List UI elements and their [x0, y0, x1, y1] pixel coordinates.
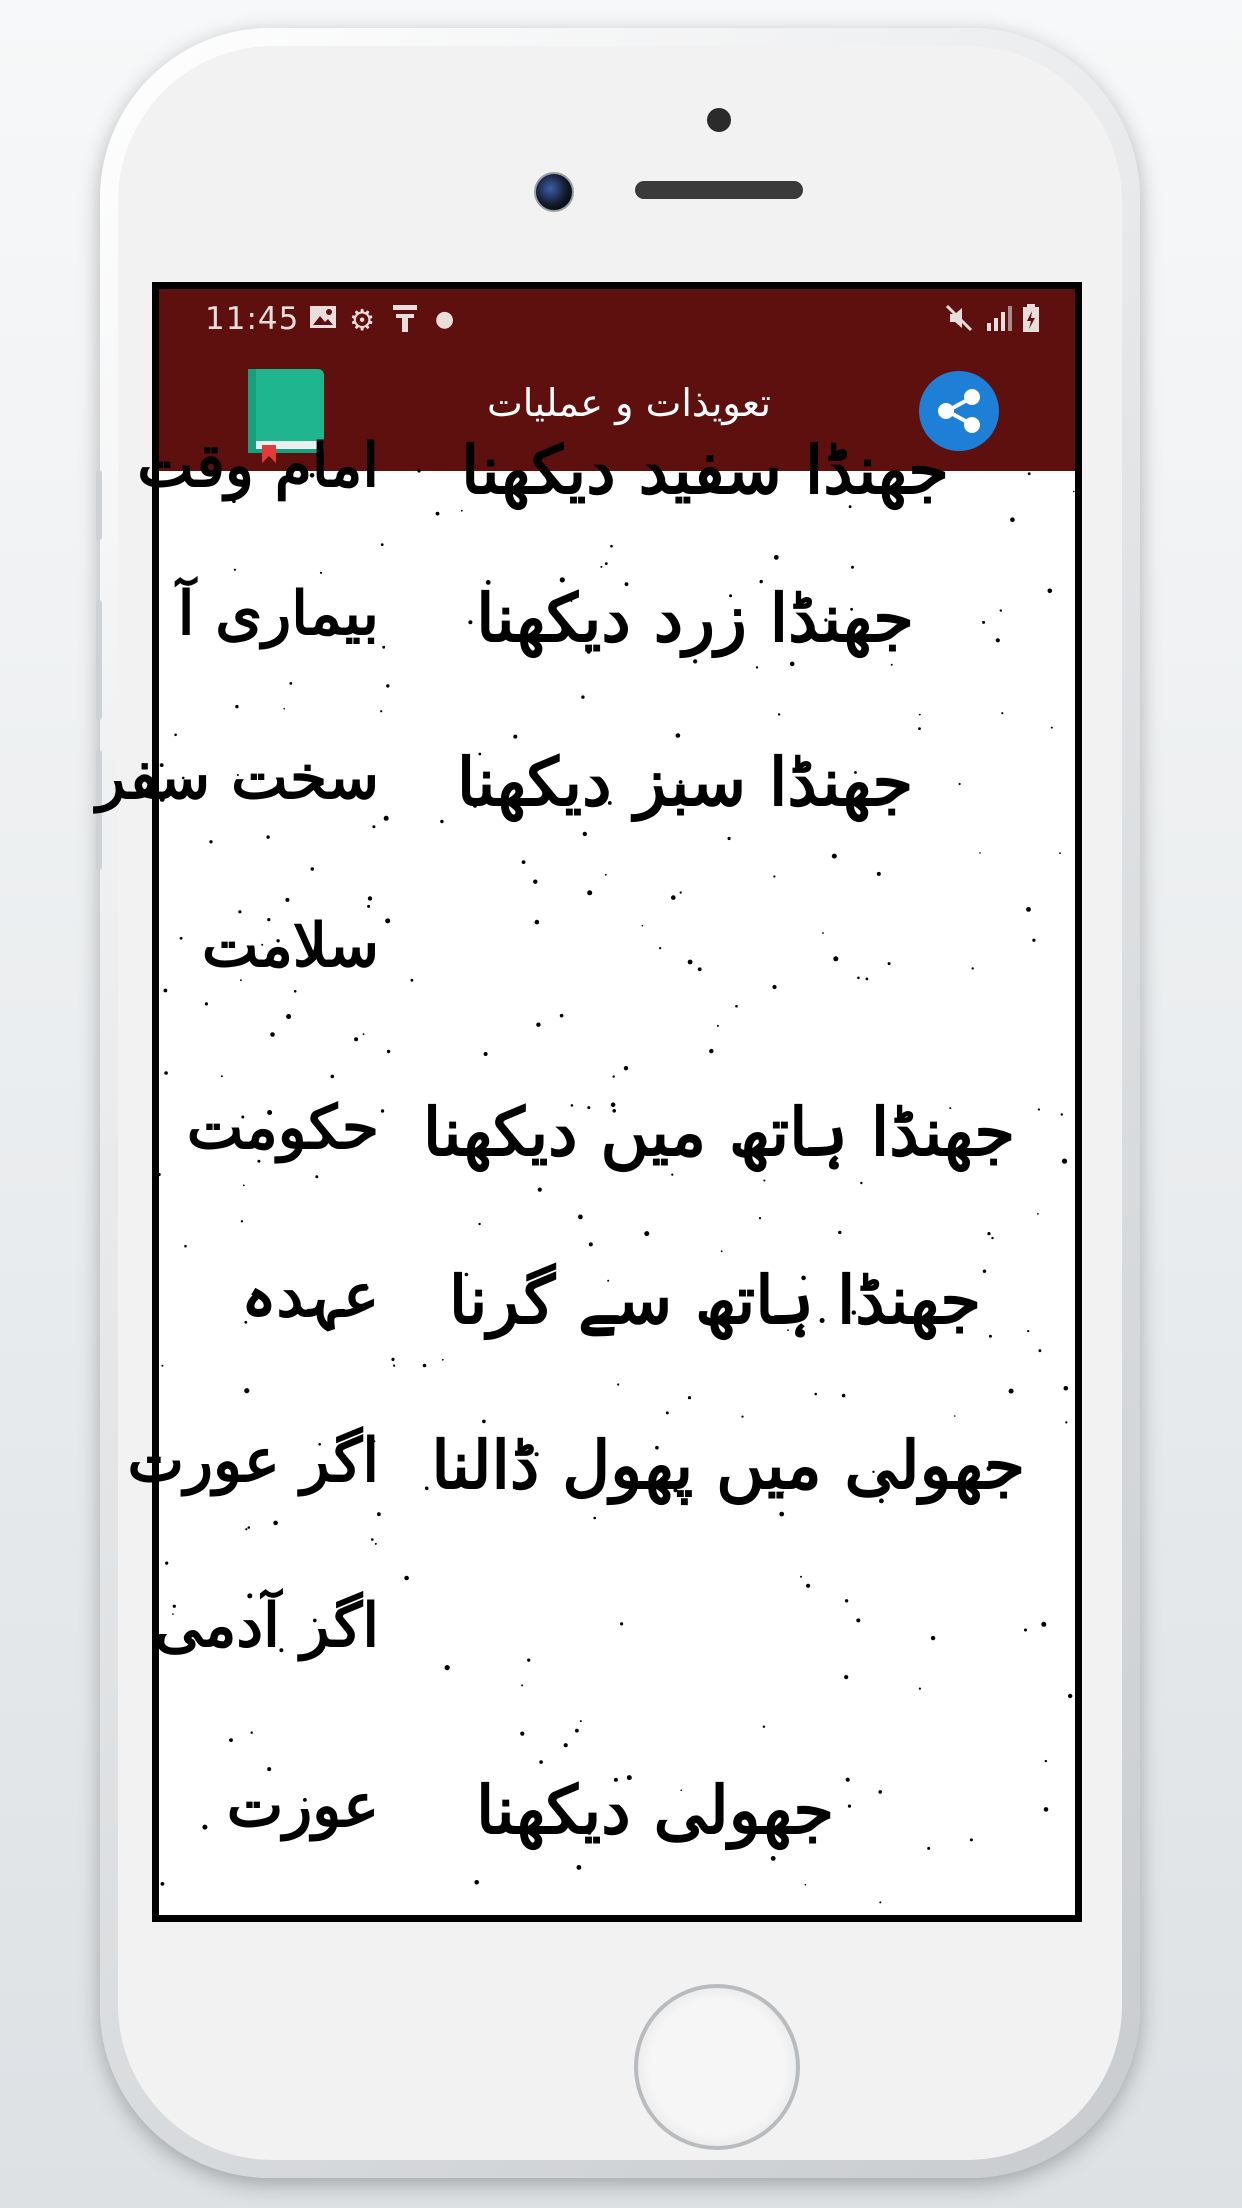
speckle — [320, 572, 322, 574]
speckle — [520, 1732, 524, 1736]
speckle — [610, 545, 613, 548]
speckle — [717, 1025, 719, 1027]
speckle — [235, 705, 238, 708]
row-side-text: اگر عورت — [127, 1426, 379, 1496]
speckle — [513, 735, 517, 739]
speckle — [367, 905, 370, 908]
row-side-text: امام وقت — [137, 431, 379, 501]
speckle — [387, 1050, 390, 1053]
proximity-sensor — [707, 108, 731, 132]
mute-icon — [944, 303, 974, 340]
speckle — [1051, 727, 1053, 729]
speckle — [536, 1023, 540, 1027]
speckle — [478, 1223, 480, 1225]
speckle — [676, 733, 681, 738]
row-main-text: جھنڈا ہاتھ میں دیکھنا — [422, 1093, 1015, 1171]
speckle — [539, 1760, 543, 1764]
signal-icon — [984, 303, 1014, 340]
speckle — [578, 1215, 583, 1220]
speckle — [877, 872, 881, 876]
speckle — [1065, 1421, 1067, 1423]
speckle — [229, 1738, 233, 1742]
speckle — [161, 1365, 163, 1367]
speckle — [741, 1416, 743, 1418]
speckle — [381, 543, 384, 546]
list-item — [127, 1426, 1075, 1526]
speckle — [851, 566, 854, 569]
speckle — [174, 734, 177, 737]
row-side-text: عہدہ — [241, 1261, 379, 1331]
speckle — [644, 1231, 649, 1236]
row-side-text: سخت سفر — [96, 743, 379, 813]
speckle — [605, 562, 608, 565]
speckle — [1045, 1760, 1047, 1762]
speckle — [161, 1882, 165, 1886]
speckle — [1068, 1694, 1072, 1698]
speckle — [241, 1220, 243, 1222]
speckle — [285, 898, 289, 902]
speckle — [404, 1576, 409, 1581]
speckle — [363, 1033, 365, 1035]
speckle — [814, 1393, 817, 1396]
row-main-text: جھولی دیکھنا — [475, 1771, 835, 1849]
speckle — [600, 566, 602, 568]
speckle — [368, 896, 372, 900]
speckle — [879, 1901, 881, 1903]
notification-icon — [391, 303, 419, 340]
speckle — [666, 1411, 669, 1414]
list-item — [159, 1093, 1075, 1193]
list-item — [159, 1261, 1075, 1361]
speckle — [423, 1364, 427, 1368]
mute-switch — [96, 470, 102, 540]
speckle — [763, 1726, 765, 1728]
speckle — [832, 854, 837, 859]
row-main-text: جھنڈا سبز دیکھنا — [456, 743, 914, 821]
speckle — [286, 1014, 291, 1019]
speckle — [919, 714, 921, 716]
home-button[interactable] — [634, 1984, 800, 2150]
speckle — [991, 1237, 993, 1239]
earpiece-speaker — [635, 181, 803, 199]
speckle — [248, 1526, 251, 1529]
row-main-text: جھولی میں پھول ڈالنا — [431, 1426, 1025, 1504]
status-time: 11:45 — [205, 301, 300, 337]
speckle — [371, 1538, 374, 1541]
list-item — [137, 431, 1075, 531]
battery-icon — [1021, 303, 1041, 340]
speckle — [624, 1066, 628, 1070]
speckle — [234, 569, 236, 571]
speckle — [482, 1420, 486, 1424]
list-item — [159, 579, 1075, 679]
speckle — [759, 1217, 761, 1219]
row-side-text: بیماری آ — [177, 579, 379, 649]
speckle — [617, 1383, 619, 1385]
list-item — [154, 1591, 1075, 1691]
speckle — [800, 1576, 802, 1578]
row-main-text: جھنڈا سفید دیکھنا — [461, 431, 949, 509]
speckle — [774, 555, 779, 560]
image-icon — [309, 303, 337, 337]
speckle — [773, 875, 775, 877]
speckle — [589, 1242, 593, 1246]
speckle — [380, 710, 382, 712]
speckle — [522, 860, 526, 864]
speckle — [393, 1365, 395, 1367]
speckle — [184, 1245, 187, 1248]
speckle — [580, 1720, 582, 1722]
volume-up-button — [96, 600, 102, 720]
speckle — [805, 1884, 807, 1886]
row-side-text: سلامت — [201, 911, 379, 981]
speckle — [283, 708, 285, 710]
speckle — [838, 1231, 841, 1234]
speckle — [842, 1394, 846, 1398]
speckle — [979, 852, 981, 854]
speckle — [806, 1584, 810, 1588]
speckle — [954, 1415, 956, 1417]
speckle — [221, 1075, 223, 1077]
row-side-text: عورت — [226, 1771, 379, 1841]
speckle — [251, 1732, 253, 1734]
speckle — [918, 727, 921, 730]
speckle — [164, 1071, 168, 1075]
speckle — [165, 1562, 168, 1565]
front-camera — [534, 172, 574, 212]
speckle — [375, 1543, 377, 1545]
speckle — [688, 1396, 691, 1399]
speckle — [244, 1388, 249, 1393]
list-item — [96, 743, 1075, 843]
speckle — [474, 1880, 479, 1885]
row-side-text: حکومت — [186, 1093, 379, 1163]
speckle — [1001, 712, 1003, 714]
speckle — [581, 695, 584, 698]
speckle — [484, 1052, 488, 1056]
app-title: تعویذات و عملیات — [487, 381, 771, 425]
speckle — [1037, 1213, 1039, 1215]
speckle — [533, 880, 537, 884]
gear-icon: ⚙ — [349, 303, 375, 337]
speckle — [721, 1250, 723, 1252]
speckle — [1064, 1386, 1069, 1391]
scanned-page[interactable] — [96, 431, 1075, 1915]
speckle — [354, 1037, 358, 1041]
speckle — [386, 684, 389, 687]
speckle — [270, 1032, 275, 1037]
speckle — [331, 1075, 335, 1079]
speckle — [987, 1232, 990, 1235]
speckle — [560, 1014, 564, 1018]
speckle — [1059, 852, 1061, 854]
speckle — [709, 1049, 713, 1053]
speckle — [778, 713, 780, 715]
speckle — [564, 1743, 568, 1747]
speckle — [245, 1528, 247, 1530]
speckle — [671, 895, 676, 900]
speckle — [311, 867, 314, 870]
page-speckles — [159, 471, 1075, 1915]
list-item — [159, 911, 1075, 1011]
phone-screen — [96, 282, 1082, 1922]
speckle — [680, 891, 682, 893]
row-side-text: اگر آدمی — [154, 1591, 379, 1661]
dot-icon: ● — [435, 307, 455, 332]
row-main-text: جھنڈا زرد دیکھنا — [476, 579, 914, 657]
speckle — [575, 1729, 579, 1733]
speckle — [1009, 1389, 1014, 1394]
status-bar — [159, 289, 1075, 353]
row-main-text: جھنڈا ہاتھ سے گرنا — [448, 1261, 982, 1339]
speckle — [289, 682, 292, 685]
speckle — [605, 874, 607, 876]
speckle — [613, 1075, 615, 1077]
speckle — [587, 890, 592, 895]
list-item — [159, 1771, 1075, 1871]
